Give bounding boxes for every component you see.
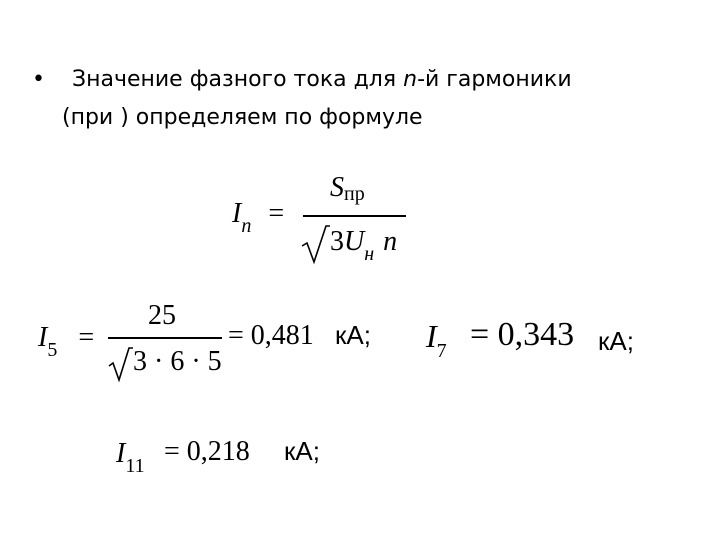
bullet-marker: • xyxy=(32,67,45,92)
i7-subscript: 7 xyxy=(436,340,447,362)
i5-symbol: I xyxy=(38,322,48,353)
lhs-symbol: I xyxy=(232,198,242,229)
den-n: n xyxy=(383,226,398,257)
formula-5-lhs xyxy=(38,322,95,361)
formula-5-unit: кА; xyxy=(335,320,371,350)
formula-11-result: = 0,218 xyxy=(164,436,250,467)
formula-5-result: = 0,481 xyxy=(228,320,314,351)
den-u-subscript: н xyxy=(364,243,375,265)
formula-7-result: = 0,343 xyxy=(470,316,575,353)
i11-subscript: 11 xyxy=(125,455,145,477)
i11-symbol: I xyxy=(116,438,126,469)
fraction-bar-5 xyxy=(108,337,222,339)
formula-general-denominator xyxy=(330,226,398,265)
paragraph-line-1 xyxy=(72,62,572,98)
i5-equals: = xyxy=(78,322,95,353)
formula-11-lhs xyxy=(116,438,145,477)
den-three: 3 xyxy=(330,226,344,257)
formula-7-lhs xyxy=(426,318,447,362)
num-symbol: S xyxy=(330,172,344,203)
den-u: U xyxy=(344,226,365,257)
formula-11-unit: кА; xyxy=(284,436,320,466)
formula-5-denominator: 3 · 6 · 5 xyxy=(133,346,222,377)
line1-part-a: Значение фазного тока для xyxy=(72,67,404,92)
lhs-subscript: n xyxy=(241,215,252,237)
paragraph-line-2: (при ) определяем по формуле xyxy=(62,105,423,130)
sqrt-sign-5 xyxy=(107,346,133,382)
i7-symbol: I xyxy=(426,318,437,354)
formula-general-lhs xyxy=(232,198,285,237)
formula-5-numerator: 25 xyxy=(148,300,176,331)
line1-part-b: -й гармоники xyxy=(417,67,572,92)
formula-general-numerator xyxy=(330,172,365,204)
fraction-bar-general xyxy=(303,215,406,217)
sqrt-sign-general xyxy=(300,224,330,264)
i5-subscript: 5 xyxy=(47,339,58,361)
formula-7-unit: кА; xyxy=(598,326,634,356)
line1-n: n xyxy=(403,67,418,92)
num-subscript: пр xyxy=(344,183,365,205)
equals-sign: = xyxy=(268,198,285,229)
